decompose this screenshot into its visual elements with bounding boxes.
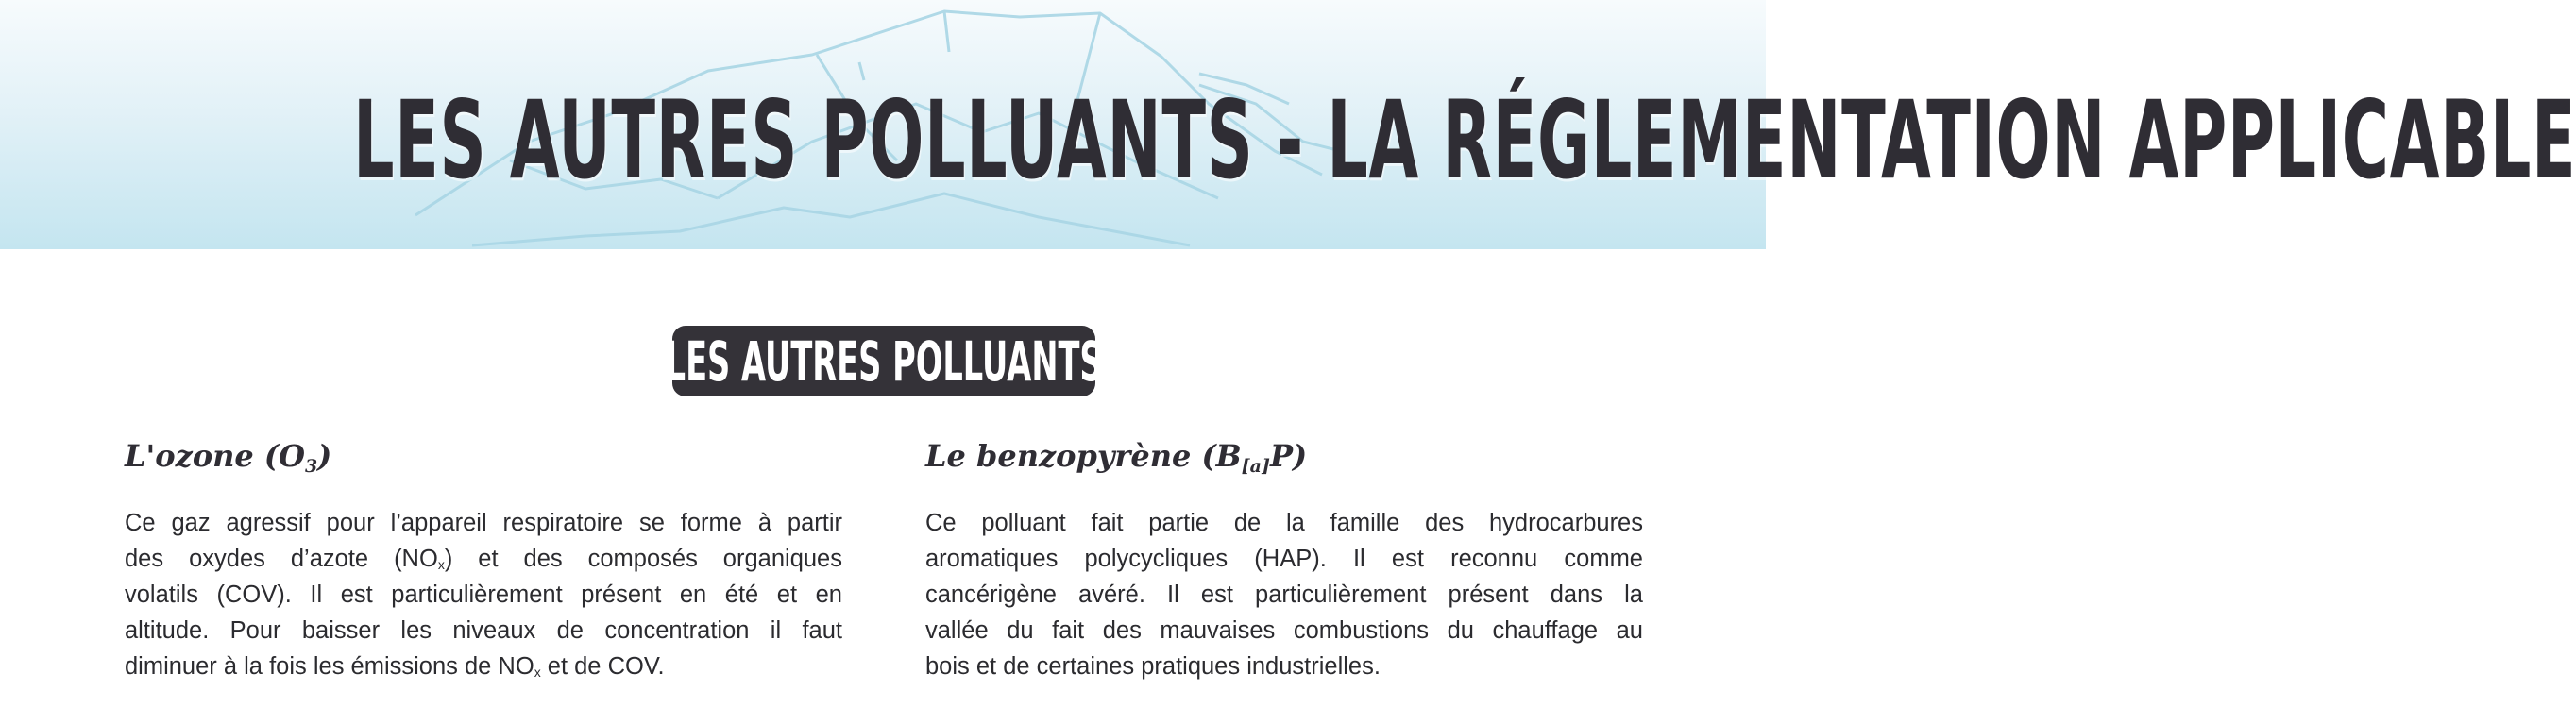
ozone-heading-subscript: 3 xyxy=(304,456,318,477)
benzopyrene-line-5: bois et de certaines pratiques industrielles. xyxy=(925,653,1381,680)
section-badge-label: LES AUTRES POLLUANTS xyxy=(665,329,1103,394)
benzopyrene-paragraph xyxy=(925,505,1643,684)
benzopyrene-heading-text: Le benzopyrène (B xyxy=(925,438,1242,474)
header-banner xyxy=(0,0,2576,249)
ozone-heading-text: L'ozone (O xyxy=(125,438,305,474)
section-badge xyxy=(665,326,1103,396)
ozone-heading-end: ) xyxy=(317,438,332,474)
ozone-column xyxy=(125,437,842,684)
benzopyrene-heading xyxy=(925,437,1643,482)
ozone-line-5a: diminuer à la fois les émissions de NO xyxy=(125,653,534,680)
ozone-line-2-subscript: x xyxy=(437,557,445,572)
benzopyrene-column xyxy=(925,437,1643,684)
ozone-line-2 xyxy=(125,541,842,577)
ozone-line-5b: et de COV. xyxy=(540,653,665,680)
page-title: LES AUTRES POLLUANTS - LA RÉGLEMENTATION APPLICABLE xyxy=(353,77,2576,203)
ozone-line-3: volatils (COV). Il est particulièrement présent en été et en xyxy=(125,582,842,608)
benzopyrene-line-1: Ce polluant fait partie de la famille des hydrocarbures xyxy=(925,510,1643,536)
benzopyrene-line-3: cancérigène avéré. Il est particulièrement présent dans la xyxy=(925,582,1643,608)
ozone-line-5-subscript: x xyxy=(534,665,541,680)
ozone-paragraph xyxy=(125,505,842,684)
benzopyrene-line-2: aromatiques polycycliques (HAP). Il est reconnu comme xyxy=(925,546,1643,572)
ozone-line-5 xyxy=(125,649,842,684)
ozone-line-1: Ce gaz agressif pour l’appareil respiratoire se forme à partir xyxy=(125,510,842,536)
ozone-line-4: altitude. Pour baisser les niveaux de concentration il faut xyxy=(125,617,842,644)
benzopyrene-line-4: vallée du fait des mauvaises combustions du chauffage au xyxy=(925,617,1643,644)
ozone-line-2b: ) et des composés organiques xyxy=(444,546,842,572)
benzopyrene-heading-end: P) xyxy=(1269,438,1308,474)
ozone-line-2a: des oxydes d’azote (NO xyxy=(125,546,438,572)
ozone-heading xyxy=(125,437,842,482)
benzopyrene-heading-subscript: [a] xyxy=(1241,456,1270,477)
